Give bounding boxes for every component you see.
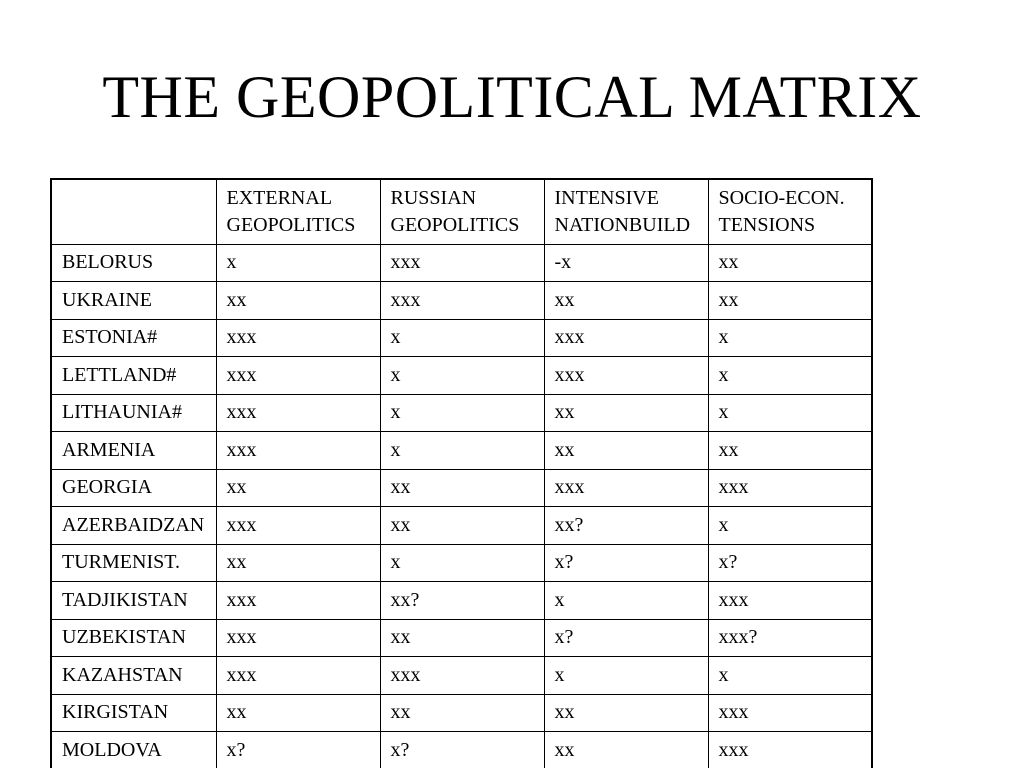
cell-russian-geopolitics: xxx <box>380 282 544 320</box>
cell-socio-econ-tensions: xxx? <box>708 619 872 657</box>
cell-socio-econ-tensions: x <box>708 394 872 432</box>
table-row <box>51 319 872 357</box>
cell-russian-geopolitics: xxx <box>380 657 544 695</box>
cell-intensive-nationbuild: xx <box>544 282 708 320</box>
cell-russian-geopolitics: xxx <box>380 244 544 282</box>
table-row <box>51 732 872 768</box>
header-cell-external-geopolitics <box>216 179 380 244</box>
header-row <box>51 179 872 244</box>
cell-russian-geopolitics: x <box>380 432 544 470</box>
cell-socio-econ-tensions: xx <box>708 244 872 282</box>
cell-intensive-nationbuild: xx <box>544 732 708 768</box>
cell-external-geopolitics: xxx <box>216 582 380 620</box>
header-line: NATIONBUILD <box>554 213 691 236</box>
country-cell: LITHAUNIA# <box>51 394 216 432</box>
country-cell: GEORGIA <box>51 469 216 507</box>
country-cell: ARMENIA <box>51 432 216 470</box>
cell-russian-geopolitics: xx? <box>380 582 544 620</box>
cell-russian-geopolitics: x <box>380 319 544 357</box>
cell-external-geopolitics: xxx <box>216 319 380 357</box>
table-row <box>51 694 872 732</box>
cell-external-geopolitics: xxx <box>216 357 380 395</box>
cell-external-geopolitics: xx <box>216 469 380 507</box>
country-cell: UZBEKISTAN <box>51 619 216 657</box>
cell-socio-econ-tensions: x <box>708 319 872 357</box>
cell-external-geopolitics: xxx <box>216 657 380 695</box>
cell-intensive-nationbuild: x <box>544 582 708 620</box>
cell-russian-geopolitics: xx <box>380 694 544 732</box>
cell-intensive-nationbuild: xx <box>544 394 708 432</box>
cell-intensive-nationbuild: xxx <box>544 319 708 357</box>
table-row <box>51 469 872 507</box>
country-cell: BELORUS <box>51 244 216 282</box>
country-cell: KIRGISTAN <box>51 694 216 732</box>
cell-russian-geopolitics: xx <box>380 619 544 657</box>
cell-intensive-nationbuild: x? <box>544 619 708 657</box>
cell-external-geopolitics: xxx <box>216 507 380 545</box>
country-cell: KAZAHSTAN <box>51 657 216 695</box>
cell-intensive-nationbuild: xx <box>544 694 708 732</box>
cell-intensive-nationbuild: xxx <box>544 469 708 507</box>
cell-socio-econ-tensions: xxx <box>708 582 872 620</box>
table-row <box>51 582 872 620</box>
table-row <box>51 357 872 395</box>
cell-external-geopolitics: xx <box>216 544 380 582</box>
cell-russian-geopolitics: x <box>380 357 544 395</box>
cell-external-geopolitics: x? <box>216 732 380 768</box>
geopolitical-matrix-table <box>50 178 873 768</box>
country-cell: AZERBAIDZAN <box>51 507 216 545</box>
header-line: RUSSIAN <box>390 186 477 209</box>
header-line: EXTERNAL <box>226 186 333 209</box>
cell-socio-econ-tensions: x? <box>708 544 872 582</box>
country-cell: UKRAINE <box>51 282 216 320</box>
cell-external-geopolitics: xxx <box>216 432 380 470</box>
header-line: TENSIONS <box>718 213 816 236</box>
cell-russian-geopolitics: x? <box>380 732 544 768</box>
cell-socio-econ-tensions: x <box>708 507 872 545</box>
cell-russian-geopolitics: xx <box>380 507 544 545</box>
header-line: INTENSIVE <box>554 186 659 209</box>
cell-socio-econ-tensions: xxx <box>708 469 872 507</box>
cell-socio-econ-tensions: xx <box>708 282 872 320</box>
cell-intensive-nationbuild: x <box>544 657 708 695</box>
table-row <box>51 544 872 582</box>
table-row <box>51 657 872 695</box>
header-cell-russian-geopolitics <box>380 179 544 244</box>
header-line: SOCIO-ECON. <box>718 186 845 209</box>
cell-intensive-nationbuild: xx <box>544 432 708 470</box>
cell-external-geopolitics: xx <box>216 694 380 732</box>
cell-external-geopolitics: xxx <box>216 394 380 432</box>
cell-external-geopolitics: xxx <box>216 619 380 657</box>
table-row <box>51 282 872 320</box>
table-row <box>51 432 872 470</box>
slide-title: THE GEOPOLITICAL MATRIX <box>102 64 922 130</box>
country-cell: TURMENIST. <box>51 544 216 582</box>
cell-external-geopolitics: xx <box>216 282 380 320</box>
header-line: GEOPOLITICS <box>226 213 356 236</box>
cell-russian-geopolitics: x <box>380 544 544 582</box>
cell-external-geopolitics: x <box>216 244 380 282</box>
table-row <box>51 394 872 432</box>
cell-russian-geopolitics: xx <box>380 469 544 507</box>
cell-intensive-nationbuild: xx? <box>544 507 708 545</box>
cell-russian-geopolitics: x <box>380 394 544 432</box>
cell-socio-econ-tensions: xxx <box>708 694 872 732</box>
header-cell-socio-econ-tensions <box>708 179 872 244</box>
header-cell-intensive-nationbuild <box>544 179 708 244</box>
country-cell: ESTONIA# <box>51 319 216 357</box>
country-cell: TADJIKISTAN <box>51 582 216 620</box>
cell-socio-econ-tensions: xxx <box>708 732 872 768</box>
table-row <box>51 507 872 545</box>
cell-intensive-nationbuild: xxx <box>544 357 708 395</box>
table-row <box>51 244 872 282</box>
header-line: GEOPOLITICS <box>390 213 520 236</box>
matrix-body <box>51 244 872 768</box>
header-cell-corner <box>51 179 216 244</box>
country-cell: LETTLAND# <box>51 357 216 395</box>
cell-socio-econ-tensions: x <box>708 357 872 395</box>
country-cell: MOLDOVA <box>51 732 216 768</box>
cell-socio-econ-tensions: xx <box>708 432 872 470</box>
cell-socio-econ-tensions: x <box>708 657 872 695</box>
table-row <box>51 619 872 657</box>
cell-intensive-nationbuild: x? <box>544 544 708 582</box>
cell-intensive-nationbuild: -x <box>544 244 708 282</box>
